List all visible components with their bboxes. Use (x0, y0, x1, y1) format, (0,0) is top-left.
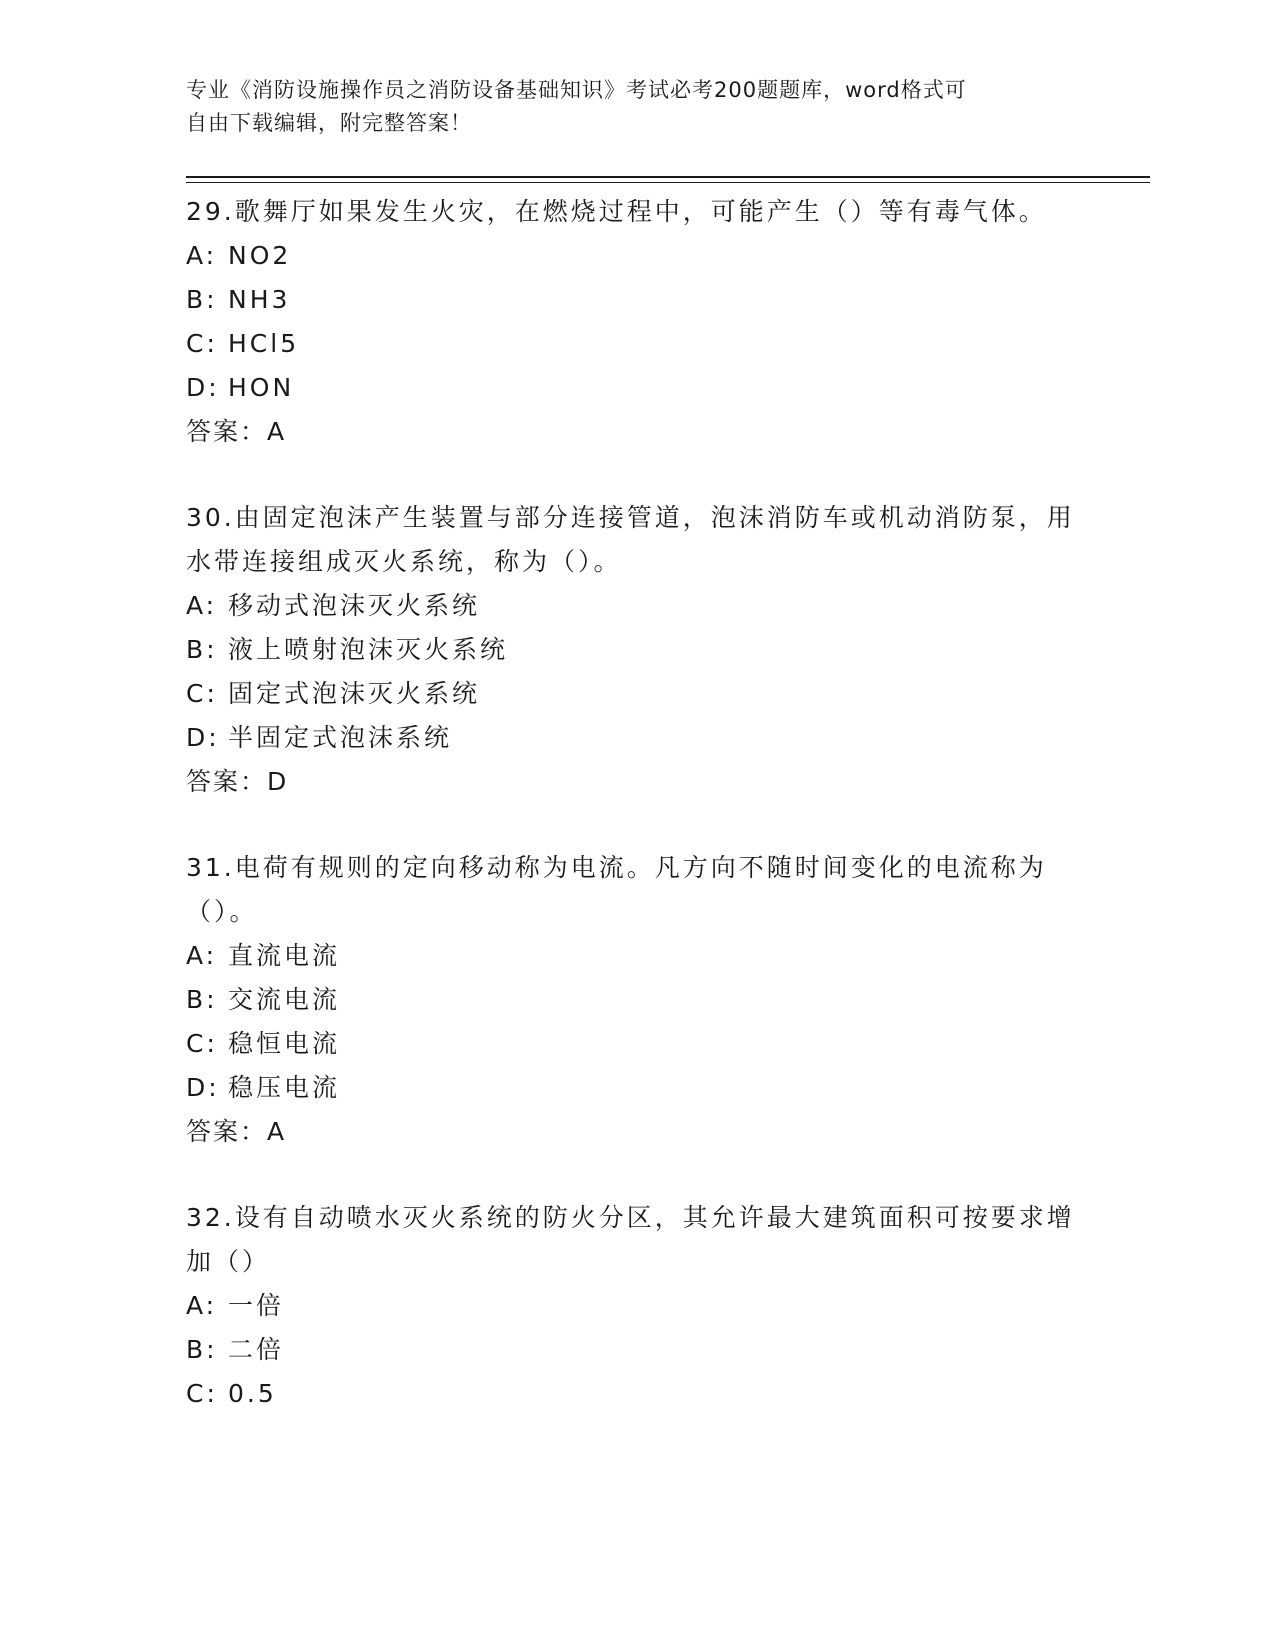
option-key: A: (186, 241, 218, 270)
answer-label: 答案：A (186, 1117, 287, 1146)
option-text: 半固定式泡沫系统 (228, 723, 453, 752)
option-a (186, 934, 1086, 978)
option-text: NH3 (228, 285, 291, 314)
option-text: 液上喷射泡沫灭火系统 (228, 635, 509, 664)
answer-label: 答案：A (186, 417, 287, 446)
question-30 (186, 496, 1086, 804)
option-key: D: (186, 723, 220, 752)
option-key: B: (186, 635, 218, 664)
option-c (186, 1372, 1086, 1416)
option-a (186, 234, 1086, 278)
option-b (186, 1328, 1086, 1372)
option-text: 0.5 (228, 1379, 277, 1408)
answer-label: 答案：D (186, 767, 289, 796)
option-key: B: (186, 285, 218, 314)
option-c (186, 322, 1086, 366)
option-d (186, 366, 1086, 410)
option-key: D: (186, 373, 220, 402)
option-text: 交流电流 (228, 985, 341, 1014)
question-stem: 32.设有自动喷水灭火系统的防火分区，其允许最大建筑面积可按要求增加（） (186, 1203, 1075, 1276)
option-a (186, 1284, 1086, 1328)
option-key: B: (186, 985, 218, 1014)
header-divider-thin (186, 182, 1150, 183)
option-key: A: (186, 941, 218, 970)
option-b (186, 978, 1086, 1022)
option-key: D: (186, 1073, 220, 1102)
option-text: 固定式泡沫灭火系统 (228, 679, 481, 708)
option-text: NO2 (228, 241, 292, 270)
option-text: 直流电流 (228, 941, 341, 970)
option-text: HCl5 (228, 329, 300, 358)
document-header (186, 74, 1066, 140)
option-b (186, 278, 1086, 322)
question-31 (186, 846, 1086, 1154)
option-key: A: (186, 1291, 218, 1320)
header-line-2: 自由下载编辑，附完整答案！ (186, 111, 472, 135)
option-b (186, 628, 1086, 672)
option-c (186, 672, 1086, 716)
option-key: B: (186, 1335, 218, 1364)
header-divider-thick (186, 176, 1150, 178)
option-d (186, 716, 1086, 760)
question-29 (186, 190, 1086, 454)
option-key: C: (186, 1379, 218, 1408)
option-key: C: (186, 679, 218, 708)
option-text: 二倍 (228, 1335, 285, 1364)
option-text: 稳恒电流 (228, 1029, 341, 1058)
option-text: 一倍 (228, 1291, 285, 1320)
option-a (186, 584, 1086, 628)
option-text: 移动式泡沫灭火系统 (228, 591, 481, 620)
option-d (186, 1066, 1086, 1110)
question-list (186, 190, 1086, 1458)
question-stem: 31.电荷有规则的定向移动称为电流。凡方向不随时间变化的电流称为（）。 (186, 853, 1047, 926)
option-text: HON (228, 373, 295, 402)
option-c (186, 1022, 1086, 1066)
header-line-1: 专业《消防设施操作员之消防设备基础知识》考试必考200题题库，word格式可 (186, 78, 967, 102)
question-stem: 30.由固定泡沫产生装置与部分连接管道，泡沫消防车或机动消防泵，用水带连接组成灭火系统，称为（）。 (186, 503, 1075, 576)
option-key: C: (186, 1029, 218, 1058)
question-stem: 29.歌舞厅如果发生火灾，在燃烧过程中，可能产生（）等有毒气体。 (186, 197, 1047, 226)
option-text: 稳压电流 (228, 1073, 341, 1102)
question-32 (186, 1196, 1086, 1416)
option-key: A: (186, 591, 218, 620)
option-key: C: (186, 329, 218, 358)
